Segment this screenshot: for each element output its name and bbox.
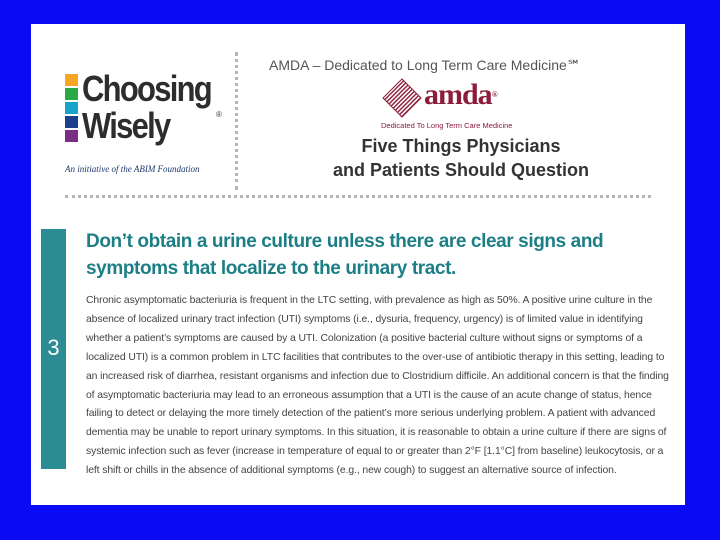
- choosing-wisely-logo: [65, 70, 225, 180]
- logo-tagline: An initiative of the ABIM Foundation: [65, 164, 200, 174]
- item-number: 3: [47, 335, 60, 360]
- logo-word-wisely: Wisely: [82, 105, 170, 146]
- logo-color-squares: [65, 74, 78, 144]
- item-number-bar: [41, 229, 66, 469]
- page-headline: [291, 134, 631, 182]
- logo-trademark: ®: [216, 110, 222, 119]
- recommendation-title: Don’t obtain a urine culture unless there are clear signs and symptoms that localize to the urinary tract.: [86, 231, 604, 279]
- headline-line-2: and Patients Should Question: [332, 160, 590, 180]
- vertical-divider: [235, 52, 238, 190]
- amda-wordmark: amda®: [424, 78, 497, 111]
- amda-tagline: AMDA – Dedicated to Long Term Care Medicine℠: [269, 57, 582, 73]
- recommendation-body: Chronic asymptomatic bacteriuria is frequent in the LTC setting, with prevalence as high as 50%. A positive urine culture in the absence of localized urinary tract infection (UTI) symptoms (i.e., dysuria, frequency, urgency) is of limited value in identifying whether a patient’s symptoms are caused by a UTI. Colonization (a positive bacterial culture without signs or symptoms of a localized UTI) is a common problem in LTC facilities that contributes to the over-use of antibiotic therapy in this setting, leading to an increased risk of diarrhea, resistant organisms and infection due to Clostridium difficile. An additional concern is that the finding of asymptomatic bacteriuria may lead to an erroneous assumption that a UTI is the cause of an acute change of status, hence failing to detect or delaying the more timely detection of the patient’s more serious underlying problem. A patient with advanced dementia may be unable to report urinary symptoms. In this situation, it is reasonable to obtain a urine culture if there are signs of systemic infection such as fever (increase in temperature of equal to or greater than 2°F [1.1°C] from baseline) leukocytosis, or a left shift or chills in the absence of additional symptoms (e.g., new cough) to suggest an alternative source of infection.: [86, 295, 669, 477]
- slide-sheet: [31, 24, 685, 505]
- headline-line-1: Five Things Physicians: [361, 136, 561, 156]
- amda-subtitle: Dedicated To Long Term Care Medicine: [381, 121, 513, 130]
- horizontal-divider: [65, 195, 651, 198]
- logo-word-choosing: Choosing: [82, 68, 211, 109]
